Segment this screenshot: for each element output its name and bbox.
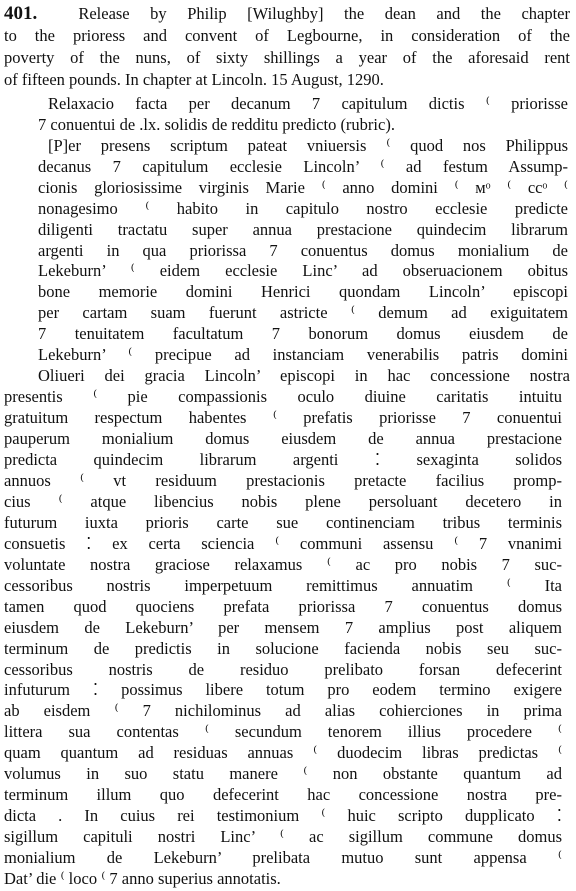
text-line-36: Dat’ die ⁽ loco ⁽ 7 anno superius annotatis.: [4, 869, 281, 888]
text-line-34: sigillum capituli nostri Linc’ ⁽ ac sigillum commune domus: [4, 827, 562, 847]
text-line-28: ab eisdem ⁽ 7 nichilominus ad alias cohierciones in prima: [4, 701, 562, 721]
text-line-11: Lekeburn’ ⁽ precipue ad instanciam venerabilis patris domini: [38, 345, 568, 365]
text-line-19: futurum iuxta prioris carte sue continenciam tribus terminis: [4, 512, 562, 532]
text-line-6: argenti in qua priorissa 7 conuentus domus monialium de: [38, 240, 568, 260]
text-line-1: [P]er presens scriptum pateat vniuersis ⁽ quod nos Philippus: [48, 135, 568, 155]
heading-line-3: poverty of the nuns, of sixty shillings a year of the aforesaid rent: [4, 48, 570, 68]
text-line-20: consuetis ⁚ ex certa sciencia ⁽ communi assensu ⁽ 7 vnanimi: [4, 533, 562, 553]
heading-line-2: to the prioress and convent of Legbourne, in consideration of the: [4, 26, 570, 46]
text-line-12: Oliueri dei gracia Lincoln’ episcopi in hac concessione nostra: [38, 366, 570, 386]
heading-line-4: of fifteen pounds. In chapter at Lincoln. 15 August, 1290.: [4, 70, 384, 90]
text-line-31: volumus in suo statu manere ⁽ non obstante quantum ad: [4, 764, 562, 784]
text-line-16: predicta quindecim librarum argenti ⁚ sexaginta solidos: [4, 450, 562, 469]
rubric-line-2: 7 conuentui de .lx. solidis de redditu predicto (rubric).: [38, 114, 395, 134]
text-line-30: quam quantum ad residuas annuas ⁽ duodecim libras predictas ⁽: [4, 743, 562, 763]
text-line-33: dicta . In cuius rei testimonium ⁽ huic scripto dupplicato ⁚: [4, 806, 562, 826]
text-line-35: monialium de Lekeburn’ prelibata mutuo sunt appensa ⁽: [4, 848, 562, 867]
text-line-21: voluntate nostra graciose relaxamus ⁽ ac pro nobis 7 suc-: [4, 554, 562, 574]
text-line-14: gratuitum respectum habentes ⁽ prefatis priorisse 7 conuentui: [4, 408, 562, 428]
text-line-22: cessoribus nostris imperpetuum remittimus annuatim ⁽ Ita: [4, 575, 562, 595]
text-line-18: cius ⁽ atque libencius nobis plene persoluant decetero in: [4, 491, 562, 511]
rubric-line-1: Relaxacio facta per decanum 7 capitulum dictis ⁽ priorisse: [48, 93, 568, 113]
text-line-4: nonagesimo ⁽ habito in capitulo nostro ecclesie predicte: [38, 198, 568, 218]
text-line-7: Lekeburn’ ⁽ eidem ecclesie Linc’ ad obseruacionem obitus: [38, 261, 568, 281]
text-line-8: bone memorie domini Henrici quondam Lincoln’ episcopi: [38, 282, 568, 302]
text-line-27: infuturum ⁚ possimus libere totum pro eodem termino exigere: [4, 680, 562, 700]
entry-number: 401.: [4, 3, 38, 24]
text-line-23: tamen quod quociens prefata priorissa 7 conuentus domus: [4, 596, 562, 616]
text-line-2: decanus 7 capitulum ecclesie Lincoln’ ⁽ ad festum Assump-: [38, 156, 568, 176]
text-line-32: terminum illum quo defecerint hac concessione nostra pre-: [4, 785, 562, 805]
text-line-24: eiusdem de Lekeburn’ per mensem 7 amplius post aliquem: [4, 617, 562, 637]
text-line-29: littera sua contentas ⁽ secundum tenorem illius procedere ⁽: [4, 722, 562, 742]
text-line-15: pauperum monialium domus eiusdem de annua prestacione: [4, 429, 562, 448]
heading-text-1: Release by Philip [Wilughby] the dean and the chapter: [78, 4, 571, 23]
text-line-26: cessoribus nostris de residuo prelibato forsan defecerint: [4, 659, 562, 679]
text-line-25: terminum de predictis in solucione facienda nobis seu suc-: [4, 638, 562, 658]
text-line-5: diligenti tractatu super annua prestacione quindecim librarum: [38, 219, 568, 239]
heading-line-1: [4, 4, 570, 25]
text-line-9: per cartam suam fuerunt astricte ⁽ demum ad exiguitatem: [38, 303, 568, 323]
text-line-13: presentis ⁽ pie compassionis oculo diuine caritatis intuitu: [4, 387, 562, 407]
text-line-3: cionis gloriosissime virginis Marie ⁽ anno domini ⁽ ᴍᵒ ⁽ ccᵒ ⁽: [38, 177, 568, 197]
text-line-17: annuos ⁽ vt residuum prestacionis pretacte facilius promp-: [4, 470, 562, 490]
text-line-10: 7 tenuitatem facultatum 7 bonorum domus eiusdem de: [38, 324, 568, 344]
